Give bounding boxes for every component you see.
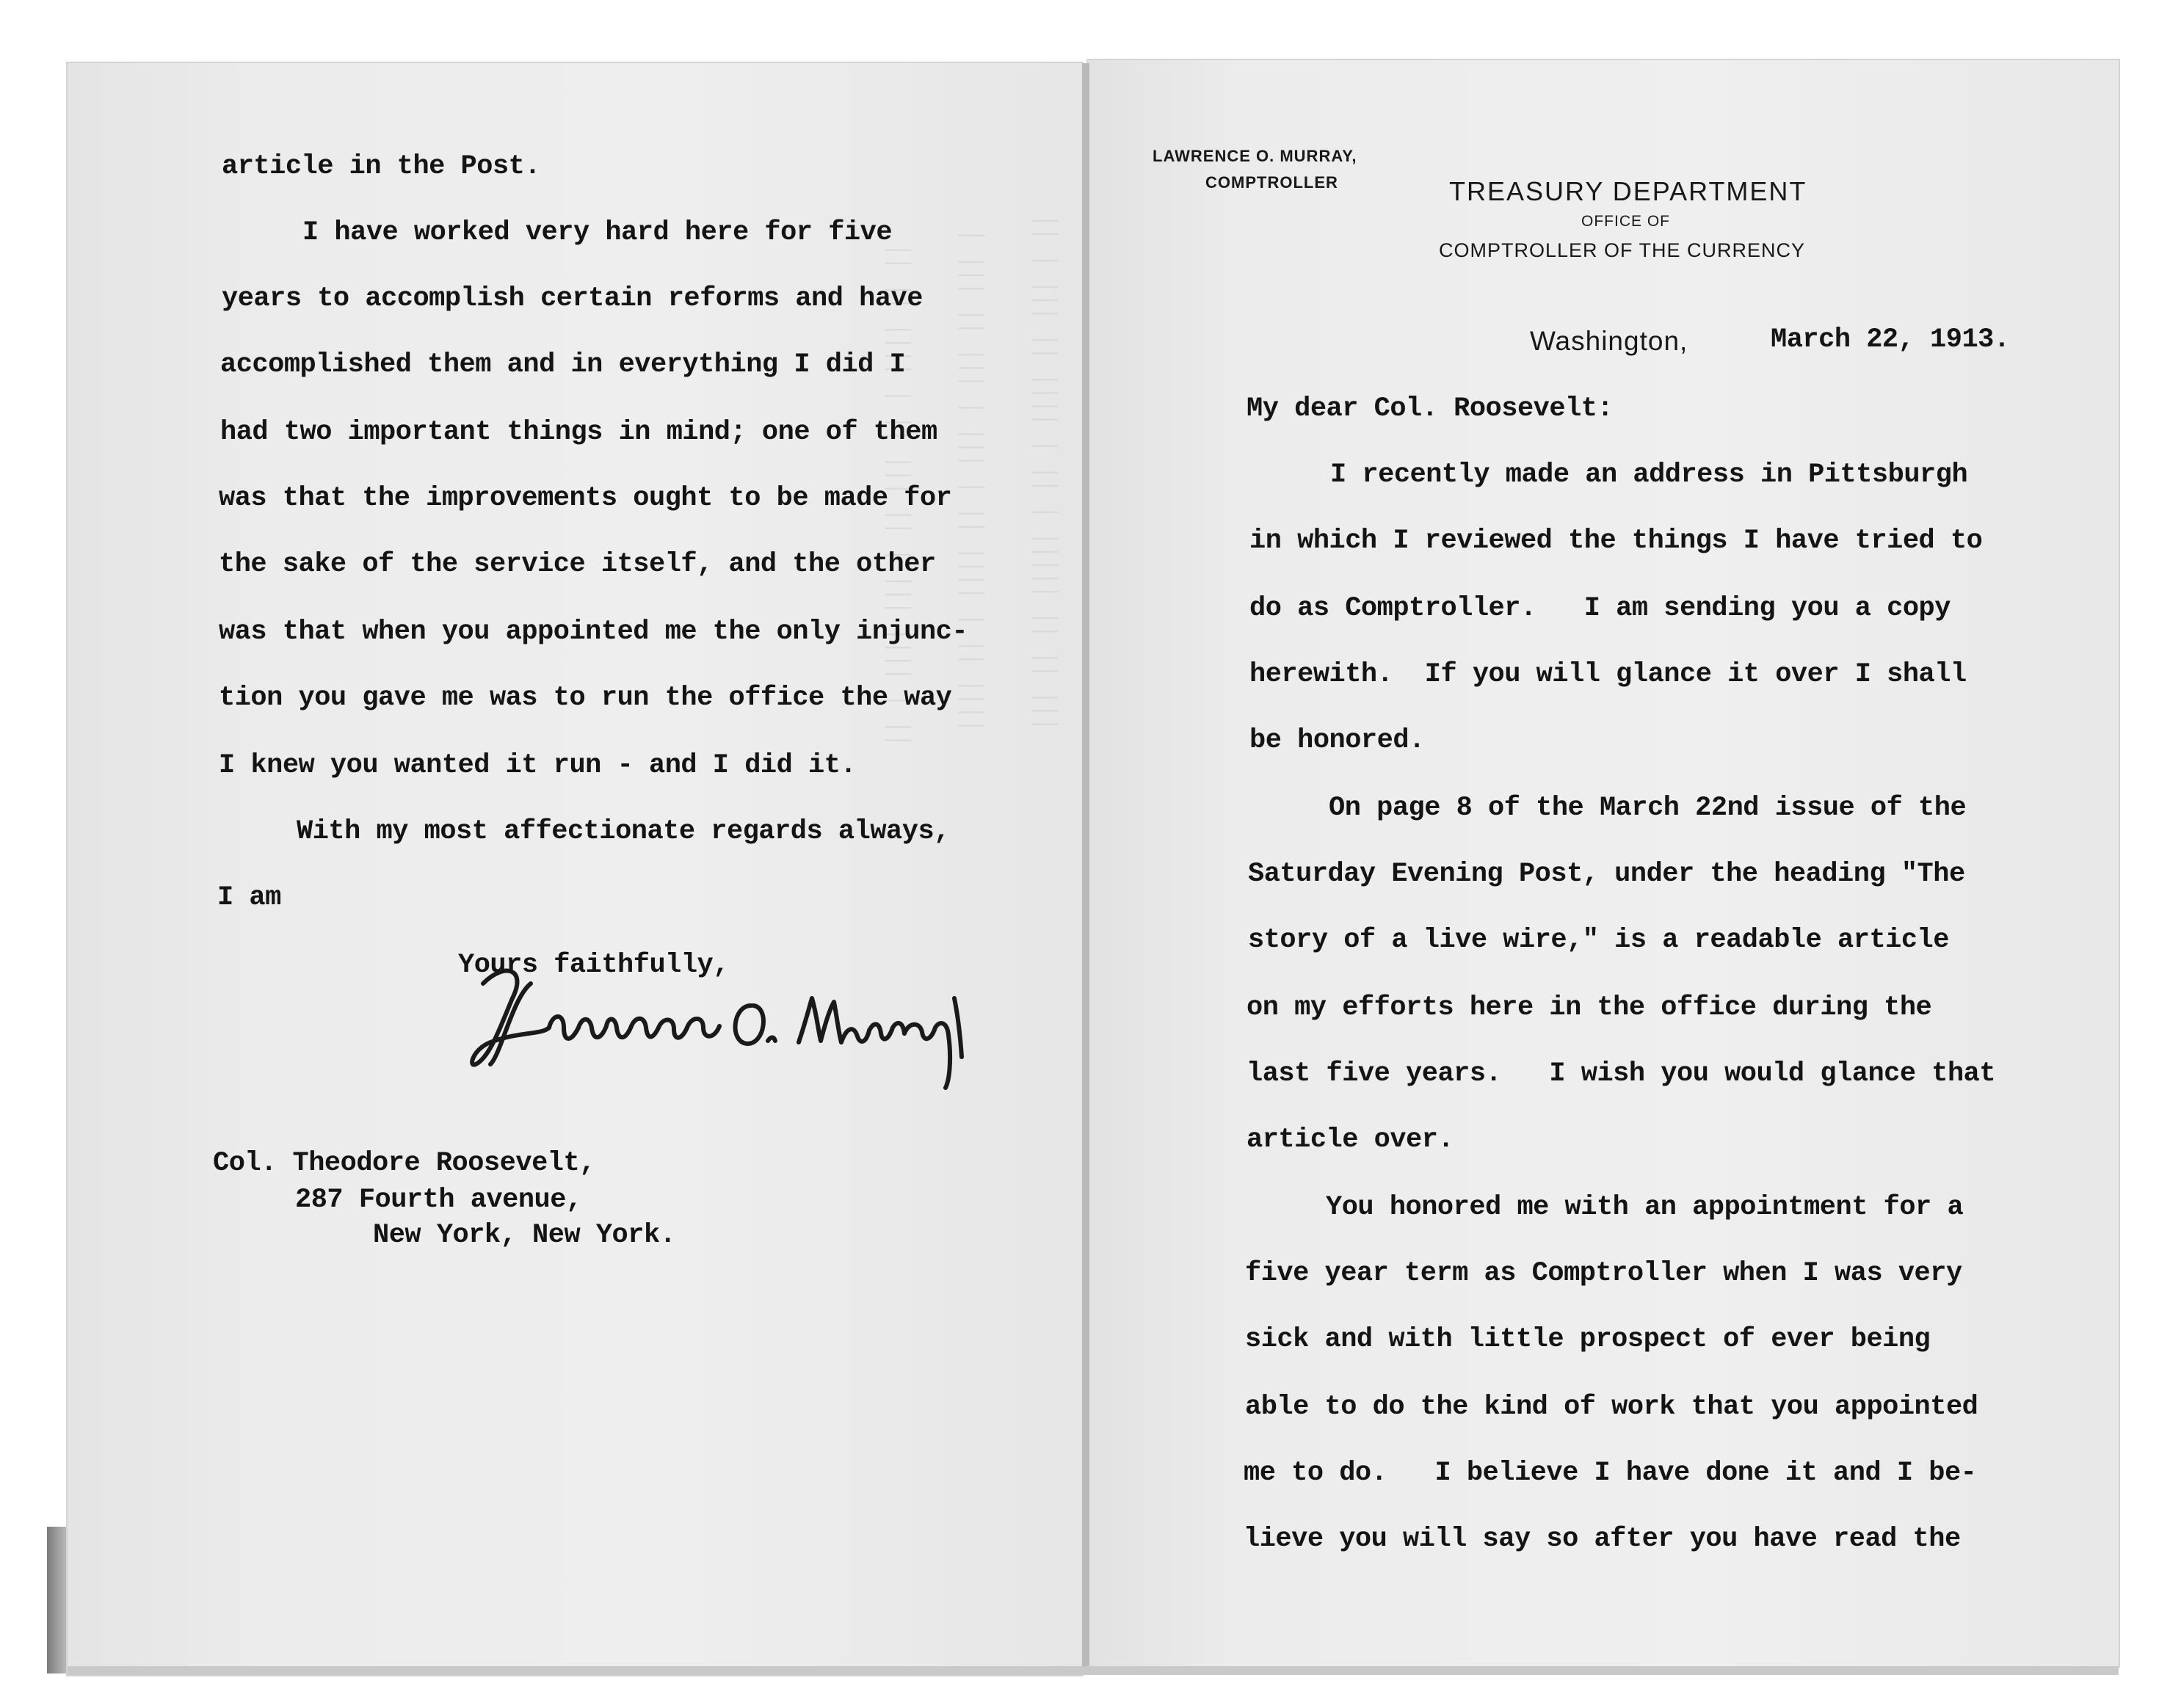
letterhead-name: LAWRENCE O. MURRAY, (1153, 147, 1357, 165)
letterhead-title: COMPTROLLER (1205, 173, 1338, 192)
body-line: You honored me with an appointment for a (1326, 1192, 1964, 1223)
page-edge-shadow (47, 1527, 68, 1674)
body-line: was that the improvements ought to be made for (219, 483, 952, 514)
body-line: do as Comptroller. I am sending you a copy (1249, 593, 1951, 624)
body-line: was that when you appointed me the only injunc- (219, 617, 968, 647)
body-line: article in the Post. (222, 151, 541, 182)
body-line: I am (217, 882, 281, 913)
salutation: My dear Col. Roosevelt: (1247, 393, 1614, 424)
body-line: five year term as Comptroller when I was very (1245, 1258, 1962, 1289)
body-line: accomplished them and in everything I did I (220, 349, 906, 380)
handwritten-signature (461, 954, 990, 1094)
address-line: 287 Fourth avenue, (295, 1185, 582, 1215)
body-line: in which I reviewed the things I have tried to (1249, 526, 1983, 556)
closing: Yours faithfully, (458, 950, 729, 981)
body-line: I recently made an address in Pittsburgh (1330, 459, 1968, 490)
letterhead-office: COMPTROLLER OF THE CURRENCY (1439, 239, 1806, 261)
body-line: I knew you wanted it run - and I did it. (219, 750, 857, 781)
address-line: New York, New York. (373, 1220, 676, 1251)
letterhead-office-of: OFFICE OF (1581, 213, 1670, 230)
body-line: able to do the kind of work that you appointed (1245, 1392, 1978, 1422)
page-gutter (1082, 63, 1089, 1675)
dateline-date: March 22, 1913. (1771, 324, 2010, 355)
body-line: on my efforts here in the office during the (1247, 992, 1932, 1023)
bleed-through: ▏ ▏▏▏ ▏▏ ▏▏▏ ▏ ▏▏▏ ▏ ▏▏ ▏▏▏▏ ▏ ▏▏ ▏▏▏▏ (957, 235, 981, 738)
body-line: be honored. (1249, 725, 1425, 756)
body-line: last five years. I wish you would glance that (1247, 1058, 1996, 1089)
body-line: sick and with little prospect of ever being (1245, 1324, 1931, 1355)
body-line: On page 8 of the March 22nd issue of the (1329, 793, 1967, 824)
body-line: Saturday Evening Post, under the heading "The (1248, 859, 1965, 890)
bleed-through: ▏▏ ▏▏ ▏▏▏▏ ▏ ▏▏ ▏▏▏ ▏▏ ▏ ▏▏▏ ▏▏▏▏ ▏ ▏▏ (883, 250, 908, 753)
body-line: me to do. I believe I have done it and I be- (1244, 1458, 1977, 1489)
body-line: herewith. If you will glance it over I shall (1249, 659, 1967, 690)
body-line: had two important things in mind; one of them (220, 417, 937, 448)
bleed-through: ▏▏ ▏ ▏▏▏ ▏▏ ▏▏▏▏ ▏ ▏▏ ▏ ▏▏▏▏▏ ▏▏ ▏▏ ▏▏▏ (1030, 220, 1055, 737)
letterhead-department: TREASURY DEPARTMENT (1449, 176, 1807, 206)
body-line: the sake of the service itself, and the other (219, 549, 936, 580)
body-line: lieve you will say so after you have read the (1244, 1524, 1961, 1555)
body-line: With my most affectionate regards always, (297, 816, 950, 847)
body-line: I have worked very hard here for five (302, 217, 893, 248)
body-line: article over. (1247, 1124, 1454, 1155)
address-line: Col. Theodore Roosevelt, (213, 1148, 595, 1179)
body-line: story of a live wire," is a readable article (1248, 925, 1949, 956)
body-line: years to accomplish certain reforms and have (222, 283, 923, 314)
page-bottom-edge (68, 1666, 2119, 1675)
dateline-place: Washington, (1530, 326, 1688, 356)
body-line: tion you gave me was to run the office the way (219, 683, 952, 713)
